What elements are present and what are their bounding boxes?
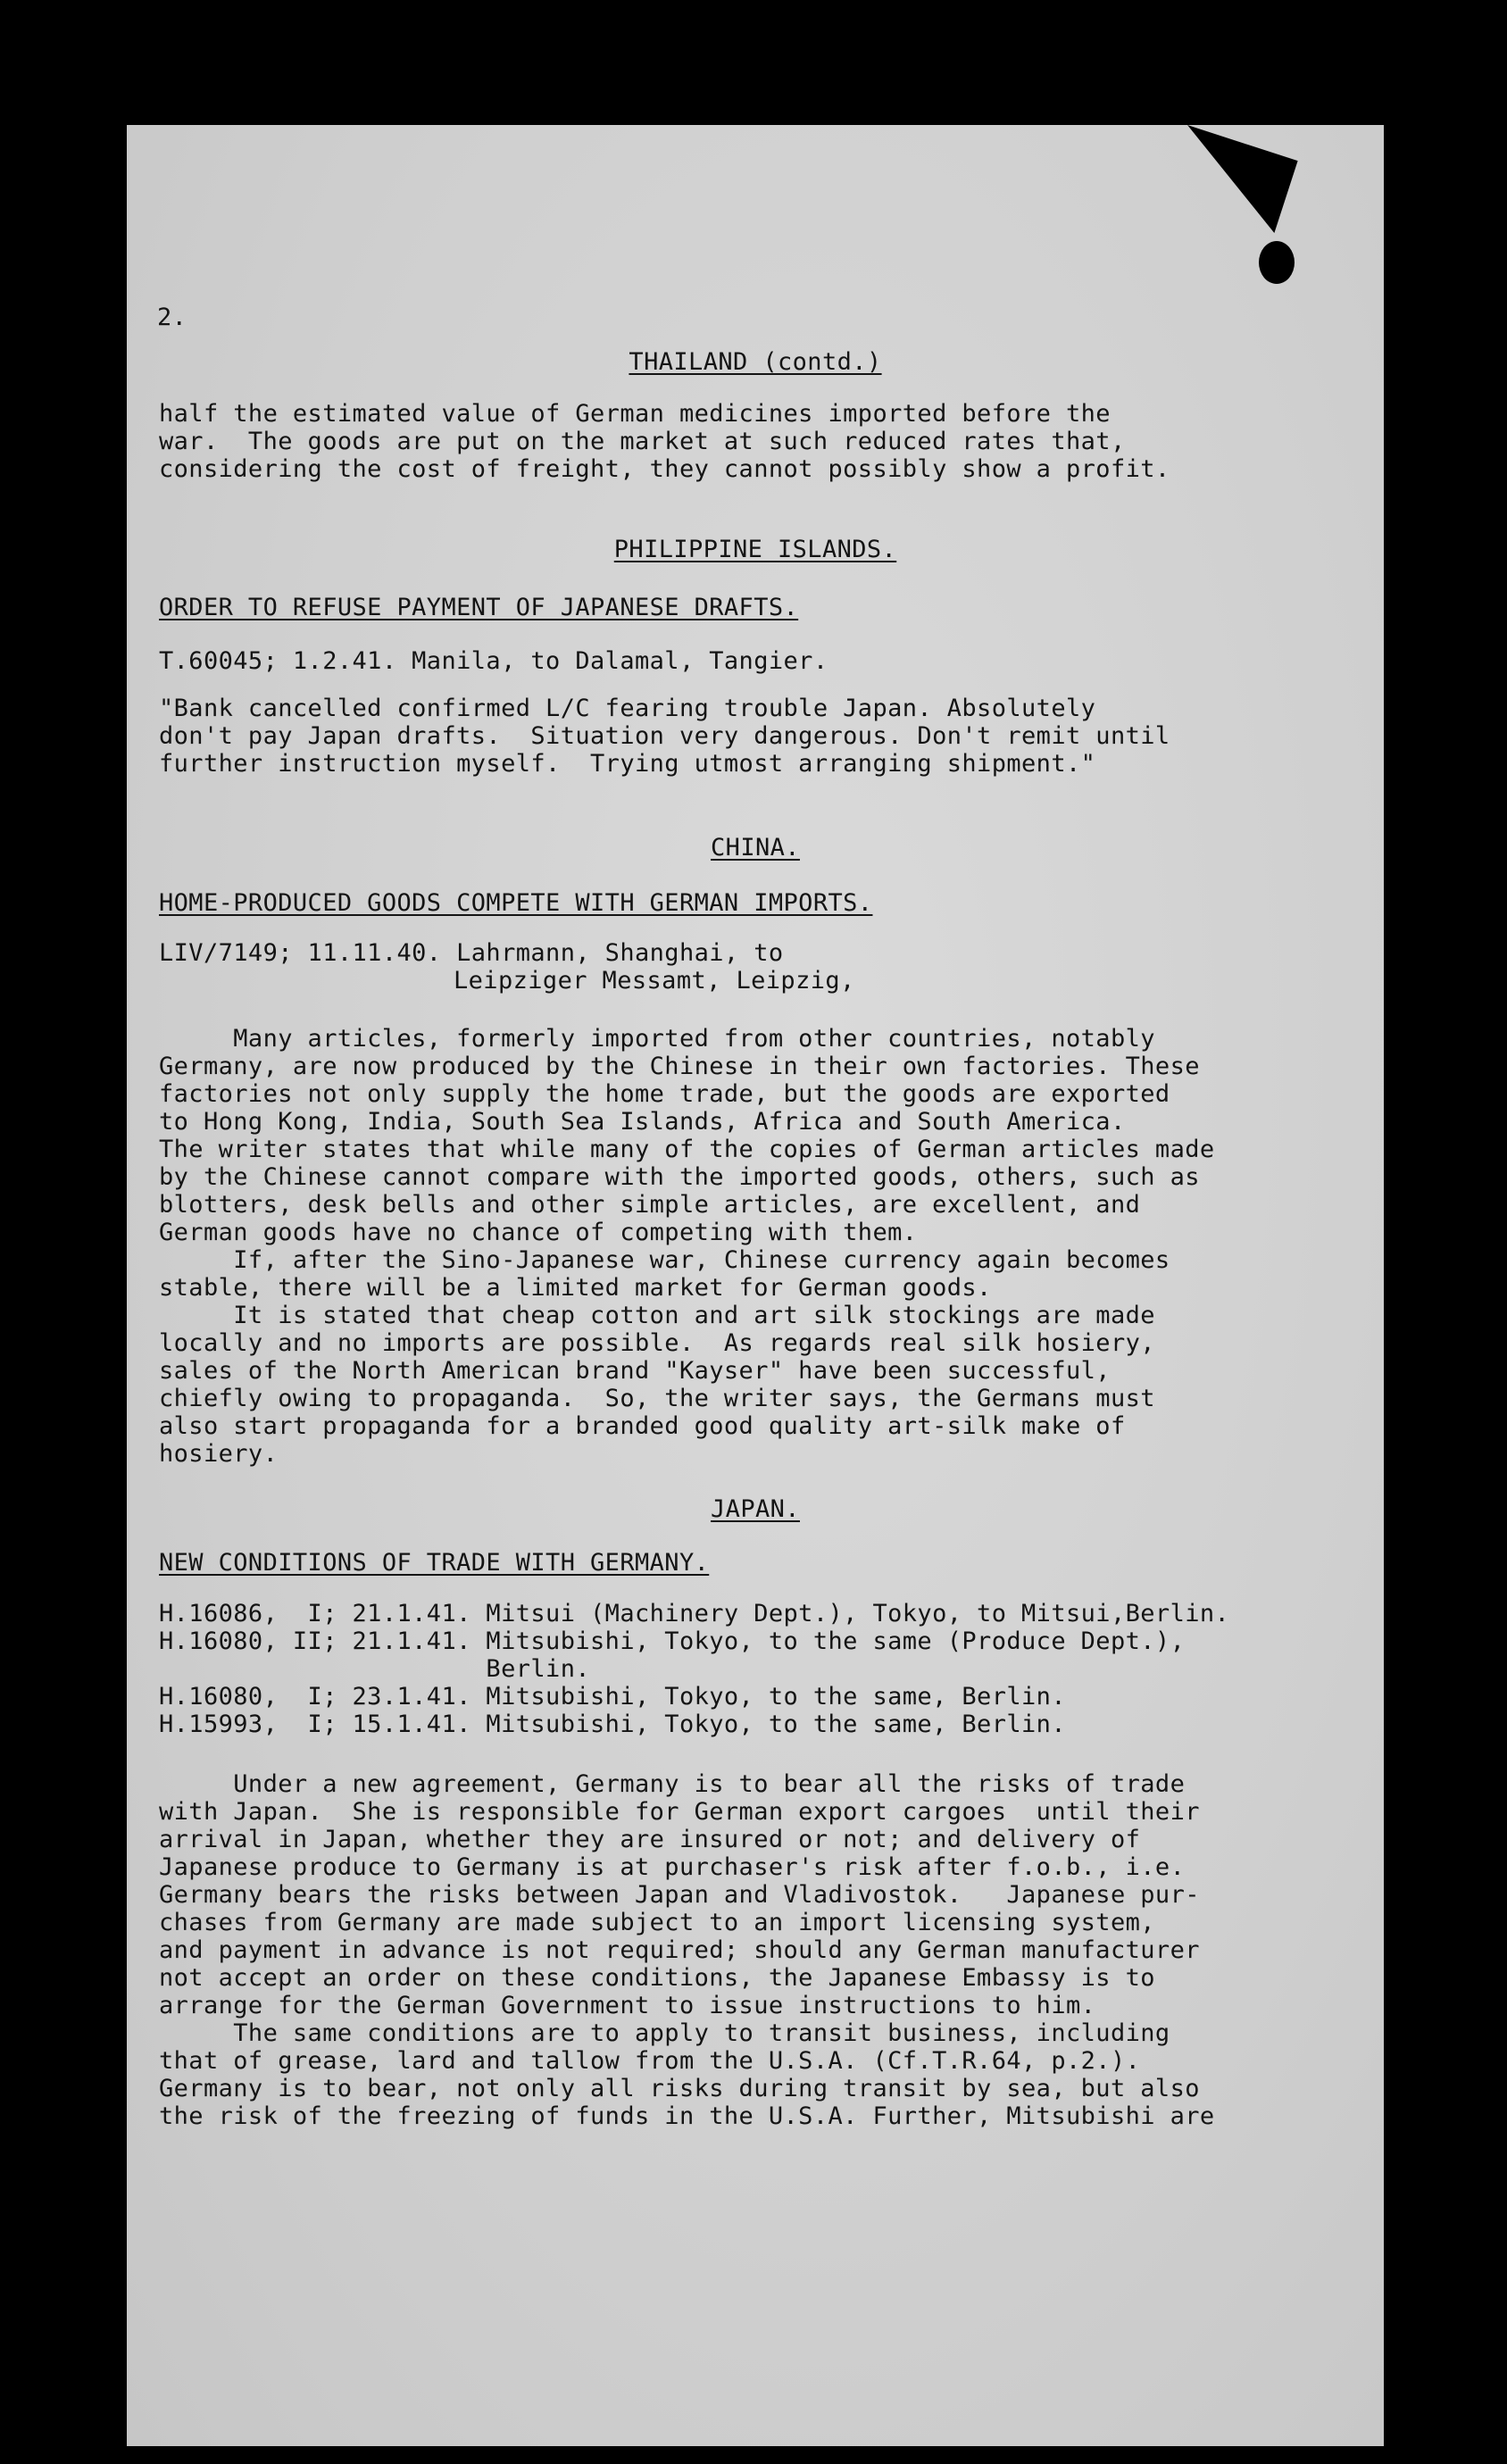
thailand-heading: THAILAND (contd.) [629,348,882,376]
japan-line: the risk of the freezing of funds in the U.S.A. Further, Mitsubishi are [159,2102,1215,2130]
japan-line: that of grease, lard and tallow from the U.S.A. (Cf.T.R.64, p.2.). [159,2047,1141,2075]
china-line: Germany, are now produced by the Chinese in their own factories. These [159,1053,1200,1080]
china-line: German goods have no chance of competing with them. [159,1219,918,1246]
philippines-quote-3: further instruction myself. Trying utmost arranging shipment." [159,750,1096,778]
japan-heading: JAPAN. [711,1495,800,1523]
philippines-ref: T.60045; 1.2.41. Manila, to Dalamal, Tangier. [159,647,828,675]
japan-ref: H.16086, I; 21.1.41. Mitsui (Machinery Dept.), Tokyo, to Mitsui,Berlin. [159,1600,1230,1627]
china-line: factories not only supply the home trade, but the goods are exported [159,1080,1170,1108]
japan-line: Germany bears the risks between Japan and Vladivostok. Japanese pur- [159,1881,1200,1909]
japan-ref: H.16080, II; 21.1.41. Mitsubishi, Tokyo, to the same (Produce Dept.), [159,1627,1186,1655]
thailand-line-2: war. The goods are put on the market at such reduced rates that, [159,428,1126,455]
philippines-subheading: ORDER TO REFUSE PAYMENT OF JAPANESE DRAFTS. [159,594,799,621]
japan-subheading: NEW CONDITIONS OF TRADE WITH GERMANY. [159,1549,710,1577]
japan-line: chases from Germany are made subject to an import licensing system, [159,1909,1155,1936]
japan-line: Under a new agreement, Germany is to bear all the risks of trade [159,1770,1186,1798]
philippines-quote-1: "Bank cancelled confirmed L/C fearing trouble Japan. Absolutely [159,695,1096,722]
china-line: It is stated that cheap cotton and art silk stockings are made [159,1302,1155,1329]
china-line: to Hong Kong, India, South Sea Islands, Africa and South America. [159,1108,1126,1136]
japan-ref: H.15993, I; 15.1.41. Mitsubishi, Tokyo, to the same, Berlin. [159,1711,1066,1738]
china-subheading: HOME-PRODUCED GOODS COMPETE WITH GERMAN IMPORTS. [159,889,873,917]
china-line: If, after the Sino-Japanese war, Chinese currency again becomes [159,1246,1170,1274]
china-line: stable, there will be a limited market for German goods. [159,1274,992,1302]
thailand-line-3: considering the cost of freight, they cannot possibly show a profit. [159,455,1170,483]
philippines-quote-2: don't pay Japan drafts. Situation very dangerous. Don't remit until [159,722,1170,750]
china-line: blotters, desk bells and other simple articles, are excellent, and [159,1191,1141,1219]
china-line: hosiery. [159,1440,279,1468]
japan-line: not accept an order on these conditions, the Japanese Embassy is to [159,1964,1155,1992]
china-line: chiefly owing to propaganda. So, the writer says, the Germans must [159,1385,1155,1412]
china-line: by the Chinese cannot compare with the imported goods, others, such as [159,1163,1200,1191]
china-line: Many articles, formerly imported from other countries, notably [159,1025,1155,1053]
japan-ref: Berlin. [159,1655,591,1683]
china-heading: CHINA. [711,834,800,862]
punch-hole [1259,241,1295,284]
japan-line: arrival in Japan, whether they are insured or not; and delivery of [159,1826,1141,1853]
japan-ref: H.16080, I; 23.1.41. Mitsubishi, Tokyo, to the same, Berlin. [159,1683,1066,1711]
china-line: sales of the North American brand "Kayser" have been successful, [159,1357,1111,1385]
japan-line: The same conditions are to apply to transit business, including [159,2019,1170,2047]
japan-line: Germany is to bear, not only all risks during transit by sea, but also [159,2075,1200,2102]
china-ref-line-2: Leipziger Messamt, Leipzig, [454,967,855,995]
china-line: locally and no imports are possible. As regards real silk hosiery, [159,1329,1155,1357]
japan-line: Japanese produce to Germany is at purchaser's risk after f.o.b., i.e. [159,1853,1186,1881]
japan-line: with Japan. She is responsible for German export cargoes until their [159,1798,1200,1826]
philippines-heading: PHILIPPINE ISLANDS. [613,536,897,563]
china-line: The writer states that while many of the copies of German articles made [159,1136,1215,1163]
page-number: 2. [157,304,187,331]
japan-line: and payment in advance is not required; should any German manufacturer [159,1936,1200,1964]
thailand-line-1: half the estimated value of German medicines imported before the [159,400,1111,428]
china-line: also start propaganda for a branded good quality art-silk make of [159,1412,1126,1440]
japan-line: arrange for the German Government to issue instructions to him. [159,1992,1096,2019]
china-ref-line-1: LIV/7149; 11.11.40. Lahrmann, Shanghai, to [159,939,784,967]
